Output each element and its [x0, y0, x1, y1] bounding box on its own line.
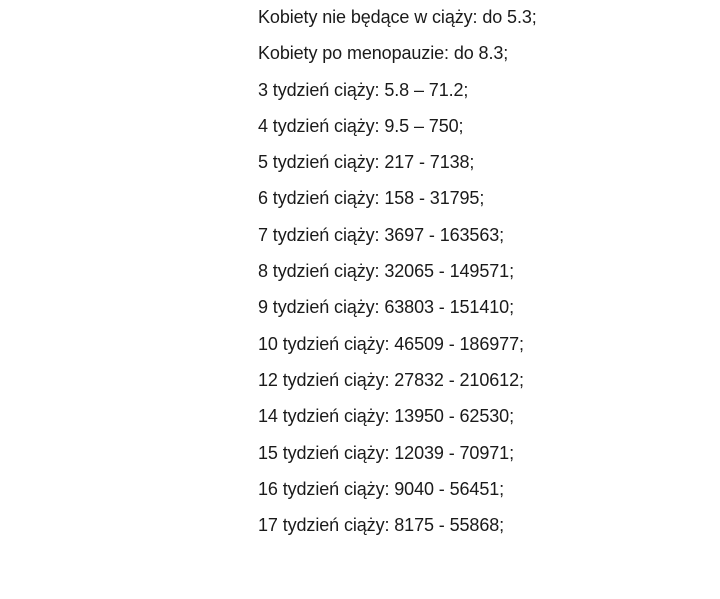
reference-range-line: 3 tydzień ciąży: 5.8 – 71.2; — [258, 79, 469, 100]
reference-range-list — [258, 8, 537, 552]
reference-range-line: 4 tydzień ciąży: 9.5 – 750; — [258, 115, 464, 136]
reference-range-line: Kobiety po menopauzie: do 8.3; — [258, 43, 509, 64]
reference-range-line: 8 tydzień ciąży: 32065 - 149571; — [258, 261, 514, 282]
reference-range-line: 6 tydzień ciąży: 158 - 31795; — [258, 188, 485, 209]
reference-range-line: Kobiety nie będące w ciąży: do 5.3; — [258, 7, 537, 27]
reference-range-line: 10 tydzień ciąży: 46509 - 186977; — [258, 333, 524, 354]
reference-range-line: 9 tydzień ciąży: 63803 - 151410; — [258, 297, 514, 318]
reference-range-line: 16 tydzień ciąży: 9040 - 56451; — [258, 478, 505, 499]
reference-range-line: 14 tydzień ciąży: 13950 - 62530; — [258, 406, 514, 427]
reference-range-line: 12 tydzień ciąży: 27832 - 210612; — [258, 369, 524, 390]
reference-range-line: 5 tydzień ciąży: 217 - 7138; — [258, 152, 475, 173]
reference-range-line: 15 tydzień ciąży: 12039 - 70971; — [258, 442, 514, 463]
reference-range-line: 7 tydzień ciąży: 3697 - 163563; — [258, 224, 505, 245]
reference-range-line: 17 tydzień ciąży: 8175 - 55868; — [258, 515, 505, 536]
